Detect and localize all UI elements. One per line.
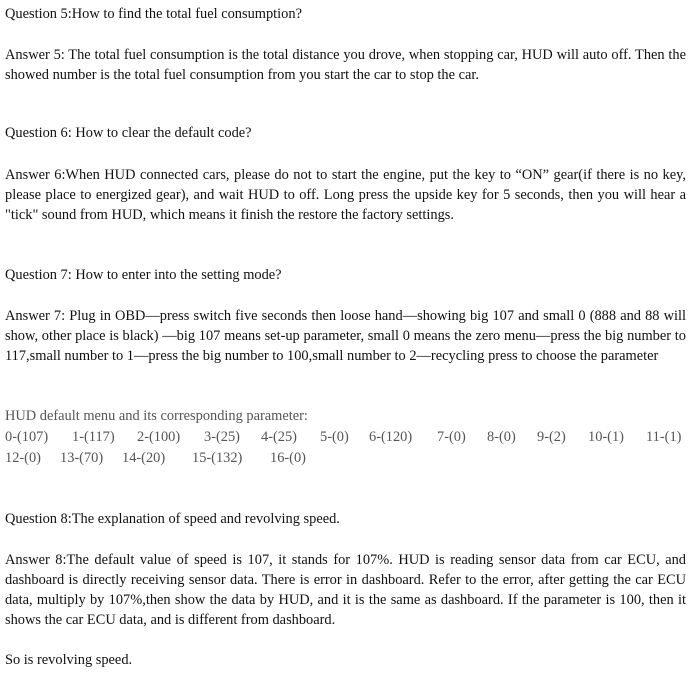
answer-5-paragraph: Answer 5: The total fuel consumption is the total distance you drove, when stopping car, HUD will auto off. Then the showed number is the total fuel consumption from you start the car to stop the car. (5, 47, 686, 83)
menu-parameter: 4-(25) (261, 429, 297, 445)
menu-parameter: 14-(20) (122, 450, 166, 466)
menu-parameter-row-2 (0, 449, 700, 467)
menu-parameter: 13-(70) (60, 450, 104, 466)
menu-parameter: 5-(0) (320, 429, 349, 445)
question-5-heading: Question 5:How to find the total fuel consumption? (5, 6, 302, 22)
question-6-heading: Question 6: How to clear the default code? (5, 125, 252, 141)
answer-6-paragraph: Answer 6:When HUD connected cars, please do not to start the engine, put the key to “ON” gear(if there is no key, please place to energized gear), and wait HUD to off. Long press the upside key for 5 seconds, then you will hear a "tick" sound from HUD, which means it finish the restore the factory settings. (5, 167, 686, 223)
menu-parameter: 10-(1) (588, 429, 624, 445)
menu-parameter: 6-(120) (369, 429, 413, 445)
menu-parameter: 3-(25) (204, 429, 240, 445)
menu-parameter: 8-(0) (487, 429, 516, 445)
menu-parameter-row-1 (0, 428, 700, 446)
menu-parameter: 11-(1) (646, 429, 682, 445)
answer-8-paragraph: Answer 8:The default value of speed is 107, it stands for 107%. HUD is reading sensor data from car ECU, and dashboard is directly receiving sensor data. There is error in dashboard. Refer to the error, after getting the car ECU data, multiply by 107%,then show the data by HUD, and it is the same as dashboard. If the parameter is 100, then it shows the car ECU data, and is different from dashboard. (5, 552, 686, 628)
menu-table-caption: HUD default menu and its corresponding parameter: (5, 408, 308, 424)
menu-parameter: 12-(0) (5, 450, 41, 466)
menu-parameter: 2-(100) (137, 429, 181, 445)
menu-parameter: 7-(0) (437, 429, 466, 445)
menu-parameter: 9-(2) (537, 429, 566, 445)
answer-8-note: So is revolving speed. (5, 652, 133, 668)
answer-7-paragraph: Answer 7: Plug in OBD—press switch five seconds then loose hand—showing big 107 and small 0 (888 and 88 will show, other place is black) —big 107 means set-up parameter, small 0 means the zero menu—press the big number to 117,small number to 1—press the big number to 100,small number to 2—recycling press to choose the parameter (5, 308, 686, 364)
question-7-heading: Question 7: How to enter into the setting mode? (5, 267, 282, 283)
question-8-heading: Question 8:The explanation of speed and revolving speed. (5, 511, 340, 527)
menu-parameter: 1-(117) (72, 429, 115, 445)
menu-parameter: 0-(107) (5, 429, 49, 445)
menu-parameter: 15-(132) (192, 450, 243, 466)
menu-parameter: 16-(0) (270, 450, 306, 466)
